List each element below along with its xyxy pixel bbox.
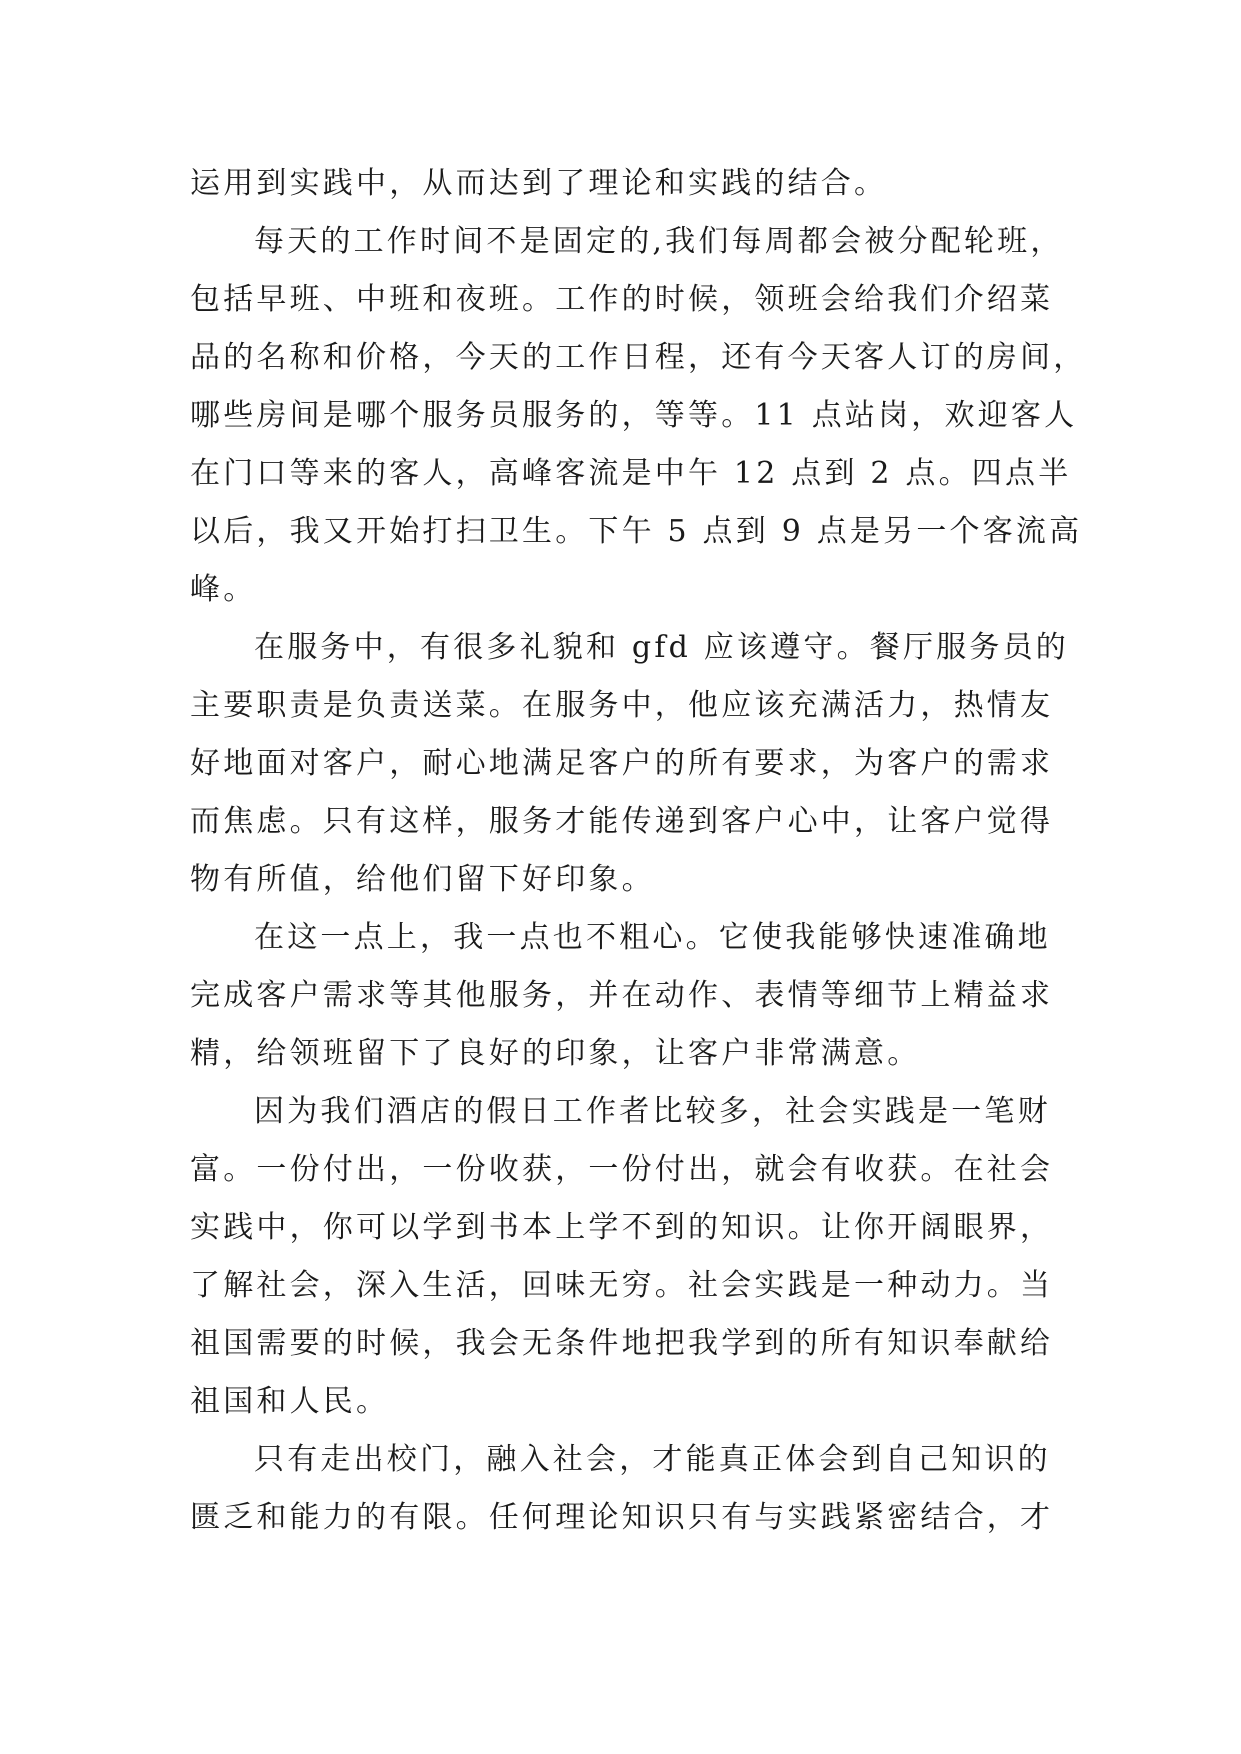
text-line: 物有所值，给他们留下好印象。 — [190, 862, 655, 897]
text-line: 匮乏和能力的有限。任何理论知识只有与实践紧密结合，才 — [190, 1500, 1054, 1535]
text-line: 实践中，你可以学到书本上学不到的知识。让你开阔眼界， — [190, 1210, 1054, 1245]
text-line: 了解社会，深入生活，回味无穷。社会实践是一种动力。当 — [190, 1268, 1054, 1303]
text-line: 在服务中，有很多礼貌和 gfd 应该遵守。餐厅服务员的 — [254, 630, 1069, 665]
text-line: 每天的工作时间不是固定的,我们每周都会被分配轮班， — [254, 224, 1064, 259]
document-body — [190, 155, 1090, 1547]
text-line: 完成客户需求等其他服务，并在动作、表情等细节上精益求 — [190, 978, 1054, 1013]
text-line: 精，给领班留下了良好的印象，让客户非常满意。 — [190, 1036, 921, 1071]
text-line: 品的名称和价格，今天的工作日程，还有今天客人订的房间， — [190, 340, 1087, 375]
text-line: 在门口等来的客人，高峰客流是中午 12 点到 2 点。四点半 — [190, 456, 1072, 491]
text-line: 而焦虑。只有这样，服务才能传递到客户心中，让客户觉得 — [190, 804, 1054, 839]
text-line: 主要职责是负责送菜。在服务中，他应该充满活力，热情友 — [190, 688, 1054, 723]
text-line: 祖国和人民。 — [190, 1384, 390, 1419]
text-line: 祖国需要的时候，我会无条件地把我学到的所有知识奉献给 — [190, 1326, 1054, 1361]
text-line: 因为我们酒店的假日工作者比较多，社会实践是一笔财 — [254, 1094, 1051, 1129]
text-line: 峰。 — [190, 572, 257, 607]
text-line: 好地面对客户，耐心地满足客户的所有要求，为客户的需求 — [190, 746, 1054, 781]
text-line: 富。一份付出，一份收获，一份付出，就会有收获。在社会 — [190, 1152, 1054, 1187]
text-line: 哪些房间是哪个服务员服务的，等等。11 点站岗，欢迎客人 — [190, 398, 1078, 433]
text-line: 包括早班、中班和夜班。工作的时候，领班会给我们介绍菜 — [190, 282, 1054, 317]
text-line: 运用到实践中，从而达到了理论和实践的结合。 — [190, 166, 888, 201]
text-line: 只有走出校门，融入社会，才能真正体会到自己知识的 — [254, 1442, 1051, 1477]
text-line: 以后，我又开始打扫卫生。下午 5 点到 9 点是另一个客流高 — [190, 514, 1083, 549]
text-line: 在这一点上，我一点也不粗心。它使我能够快速准确地 — [254, 920, 1051, 955]
